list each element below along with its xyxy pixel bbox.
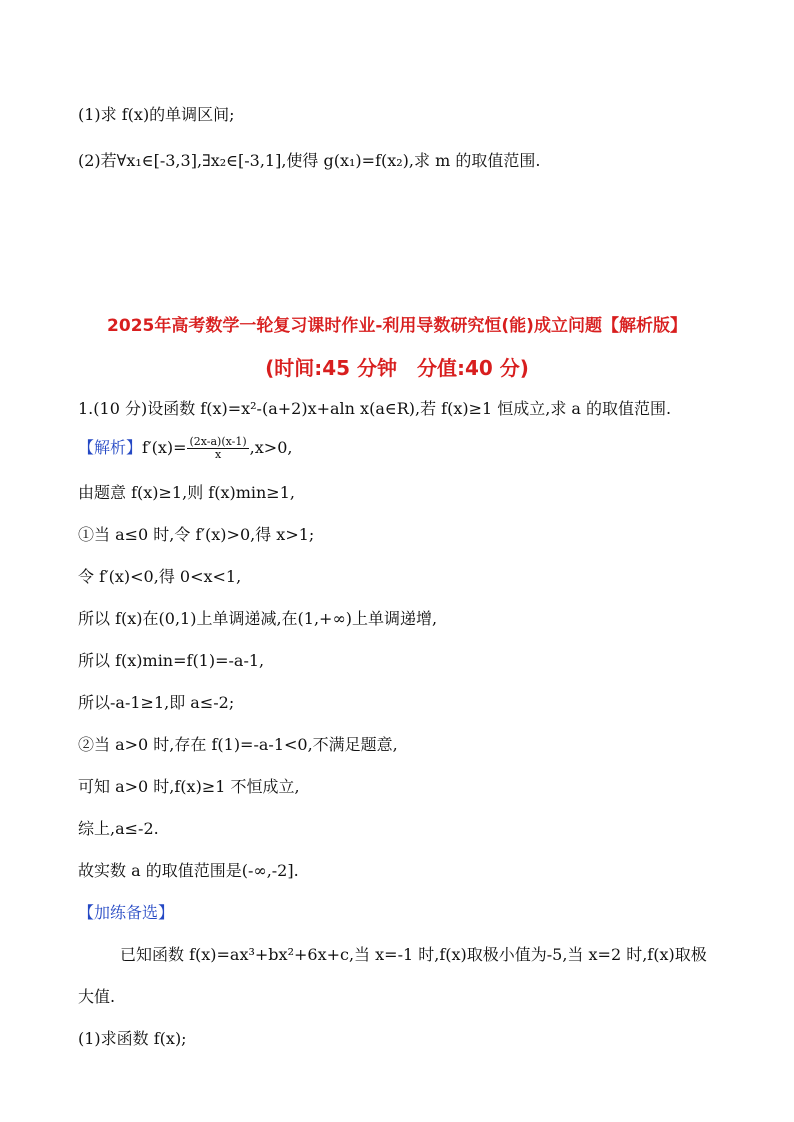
time-and-score: (时间:45 分钟 分值:40 分) [265,356,529,380]
extra-practice-tag: 【加练备选】 [78,903,175,922]
solution-step: 综上,a≤-2. [78,819,159,838]
fraction-numerator: (2x-a)(x-1) [189,435,247,448]
solution-step: 令 f′(x)<0,得 0<x<1, [78,567,242,586]
extra-statement-line-2: 大值. [78,987,116,1006]
analysis-tag: 【解析】 [78,438,143,457]
question-part-2: (2)若∀x₁∈[-3,3],∃x₂∈[-3,1],使得 g(x₁)=f(x₂),求 m 的取值范围. [78,151,541,170]
derivative-prefix: f′(x)= [142,438,187,457]
question-part-1: (1)求 f(x)的单调区间; [78,105,235,124]
solution-step: 故实数 a 的取值范围是(-∞,-2]. [78,861,299,880]
fraction-denominator: x [214,448,222,461]
solution-step: 所以-a-1≥1,即 a≤-2; [78,693,235,712]
extra-part-1: (1)求函数 f(x); [78,1029,187,1048]
derivative-suffix: ,x>0, [249,438,293,457]
problem-statement: 1.(10 分)设函数 f(x)=x²-(a+2)x+aln x(a∈R),若 f(x)≥1 恒成立,求 a 的取值范围. [78,399,672,418]
derivative-fraction [187,436,248,461]
solution-step: 由题意 f(x)≥1,则 f(x)min≥1, [78,483,295,502]
solution-step: 所以 f(x)在(0,1)上单调递减,在(1,+∞)上单调递增, [78,609,438,628]
analysis-derivative [78,436,292,461]
solution-step: 所以 f(x)min=f(1)=-a-1, [78,651,265,670]
solution-step: ①当 a≤0 时,令 f′(x)>0,得 x>1; [78,525,315,544]
extra-statement-line-1: 已知函数 f(x)=ax³+bx²+6x+c,当 x=-1 时,f(x)取极小值为-5,当 x=2 时,f(x)取极 [120,945,707,964]
solution-step: ②当 a>0 时,存在 f(1)=-a-1<0,不满足题意, [78,735,398,754]
solution-step: 可知 a>0 时,f(x)≥1 不恒成立, [78,777,300,796]
page-title: 2025年高考数学一轮复习课时作业-利用导数研究恒(能)成立问题【解析版】 [107,316,687,336]
